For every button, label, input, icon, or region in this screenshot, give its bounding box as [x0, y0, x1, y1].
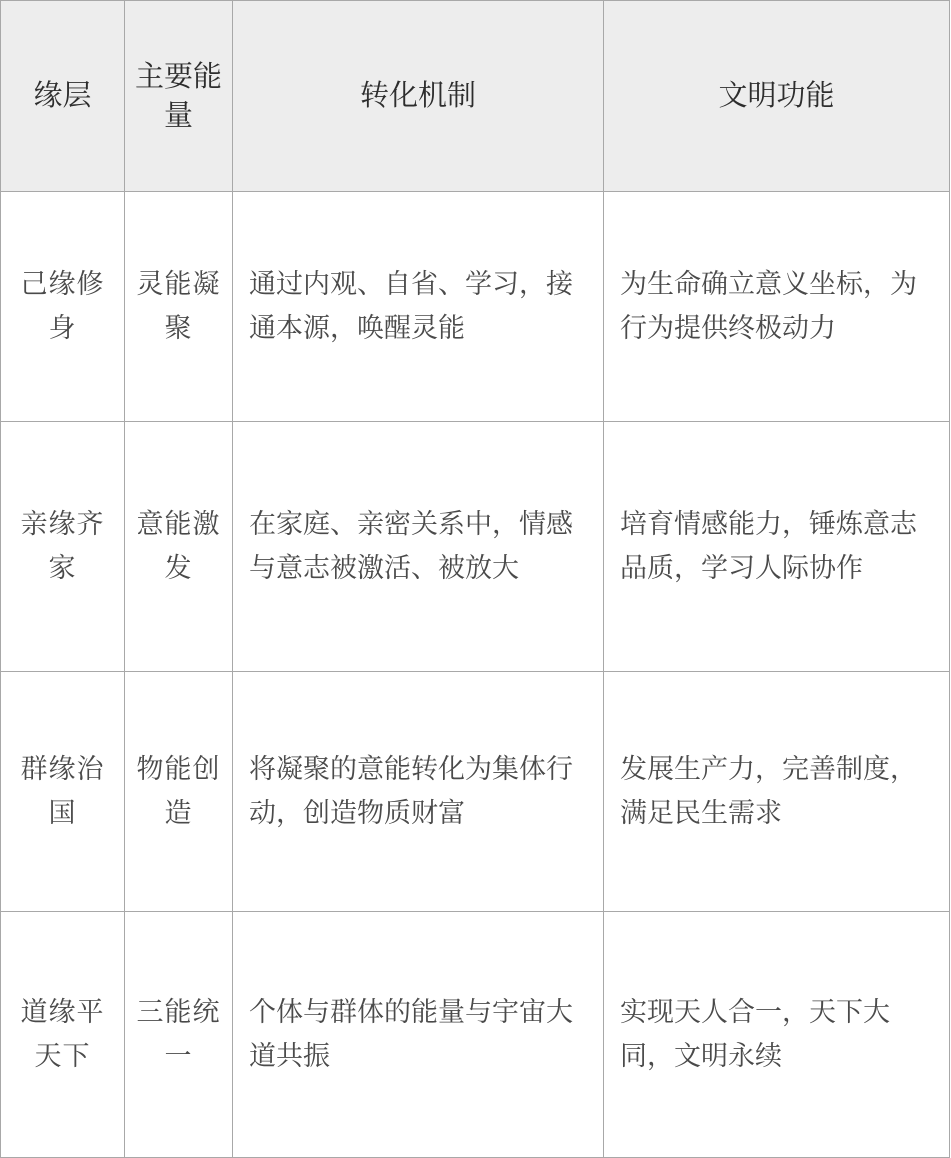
cell-function: 实现天人合一，天下大同，文明永续 [604, 912, 950, 1158]
cell-mechanism: 个体与群体的能量与宇宙大道共振 [233, 912, 604, 1158]
cell-energy: 灵能凝聚 [125, 192, 233, 422]
cell-energy: 物能创造 [125, 672, 233, 912]
cell-stage: 己缘修身 [1, 192, 125, 422]
header-row [1, 1, 950, 192]
table-header [1, 1, 950, 192]
table-row [1, 672, 950, 912]
column-header-mechanism: 转化机制 [233, 1, 604, 192]
cell-function: 为生命确立意义坐标，为行为提供终极动力 [604, 192, 950, 422]
column-header-stage: 缘层 [1, 1, 125, 192]
table-row [1, 192, 950, 422]
column-header-energy: 主要能量 [125, 1, 233, 192]
cell-function: 发展生产力，完善制度，满足民生需求 [604, 672, 950, 912]
cell-mechanism: 将凝聚的意能转化为集体行动，创造物质财富 [233, 672, 604, 912]
cell-stage: 道缘平天下 [1, 912, 125, 1158]
cell-function: 培育情感能力，锤炼意志品质，学习人际协作 [604, 422, 950, 672]
table-row [1, 912, 950, 1158]
table-row [1, 422, 950, 672]
column-header-function: 文明功能 [604, 1, 950, 192]
cell-stage: 群缘治国 [1, 672, 125, 912]
table-body [1, 192, 950, 1158]
cell-energy: 三能统一 [125, 912, 233, 1158]
cell-mechanism: 通过内观、自省、学习，接通本源，唤醒灵能 [233, 192, 604, 422]
cell-stage: 亲缘齐家 [1, 422, 125, 672]
cell-energy: 意能激发 [125, 422, 233, 672]
cell-mechanism: 在家庭、亲密关系中，情感与意志被激活、被放大 [233, 422, 604, 672]
